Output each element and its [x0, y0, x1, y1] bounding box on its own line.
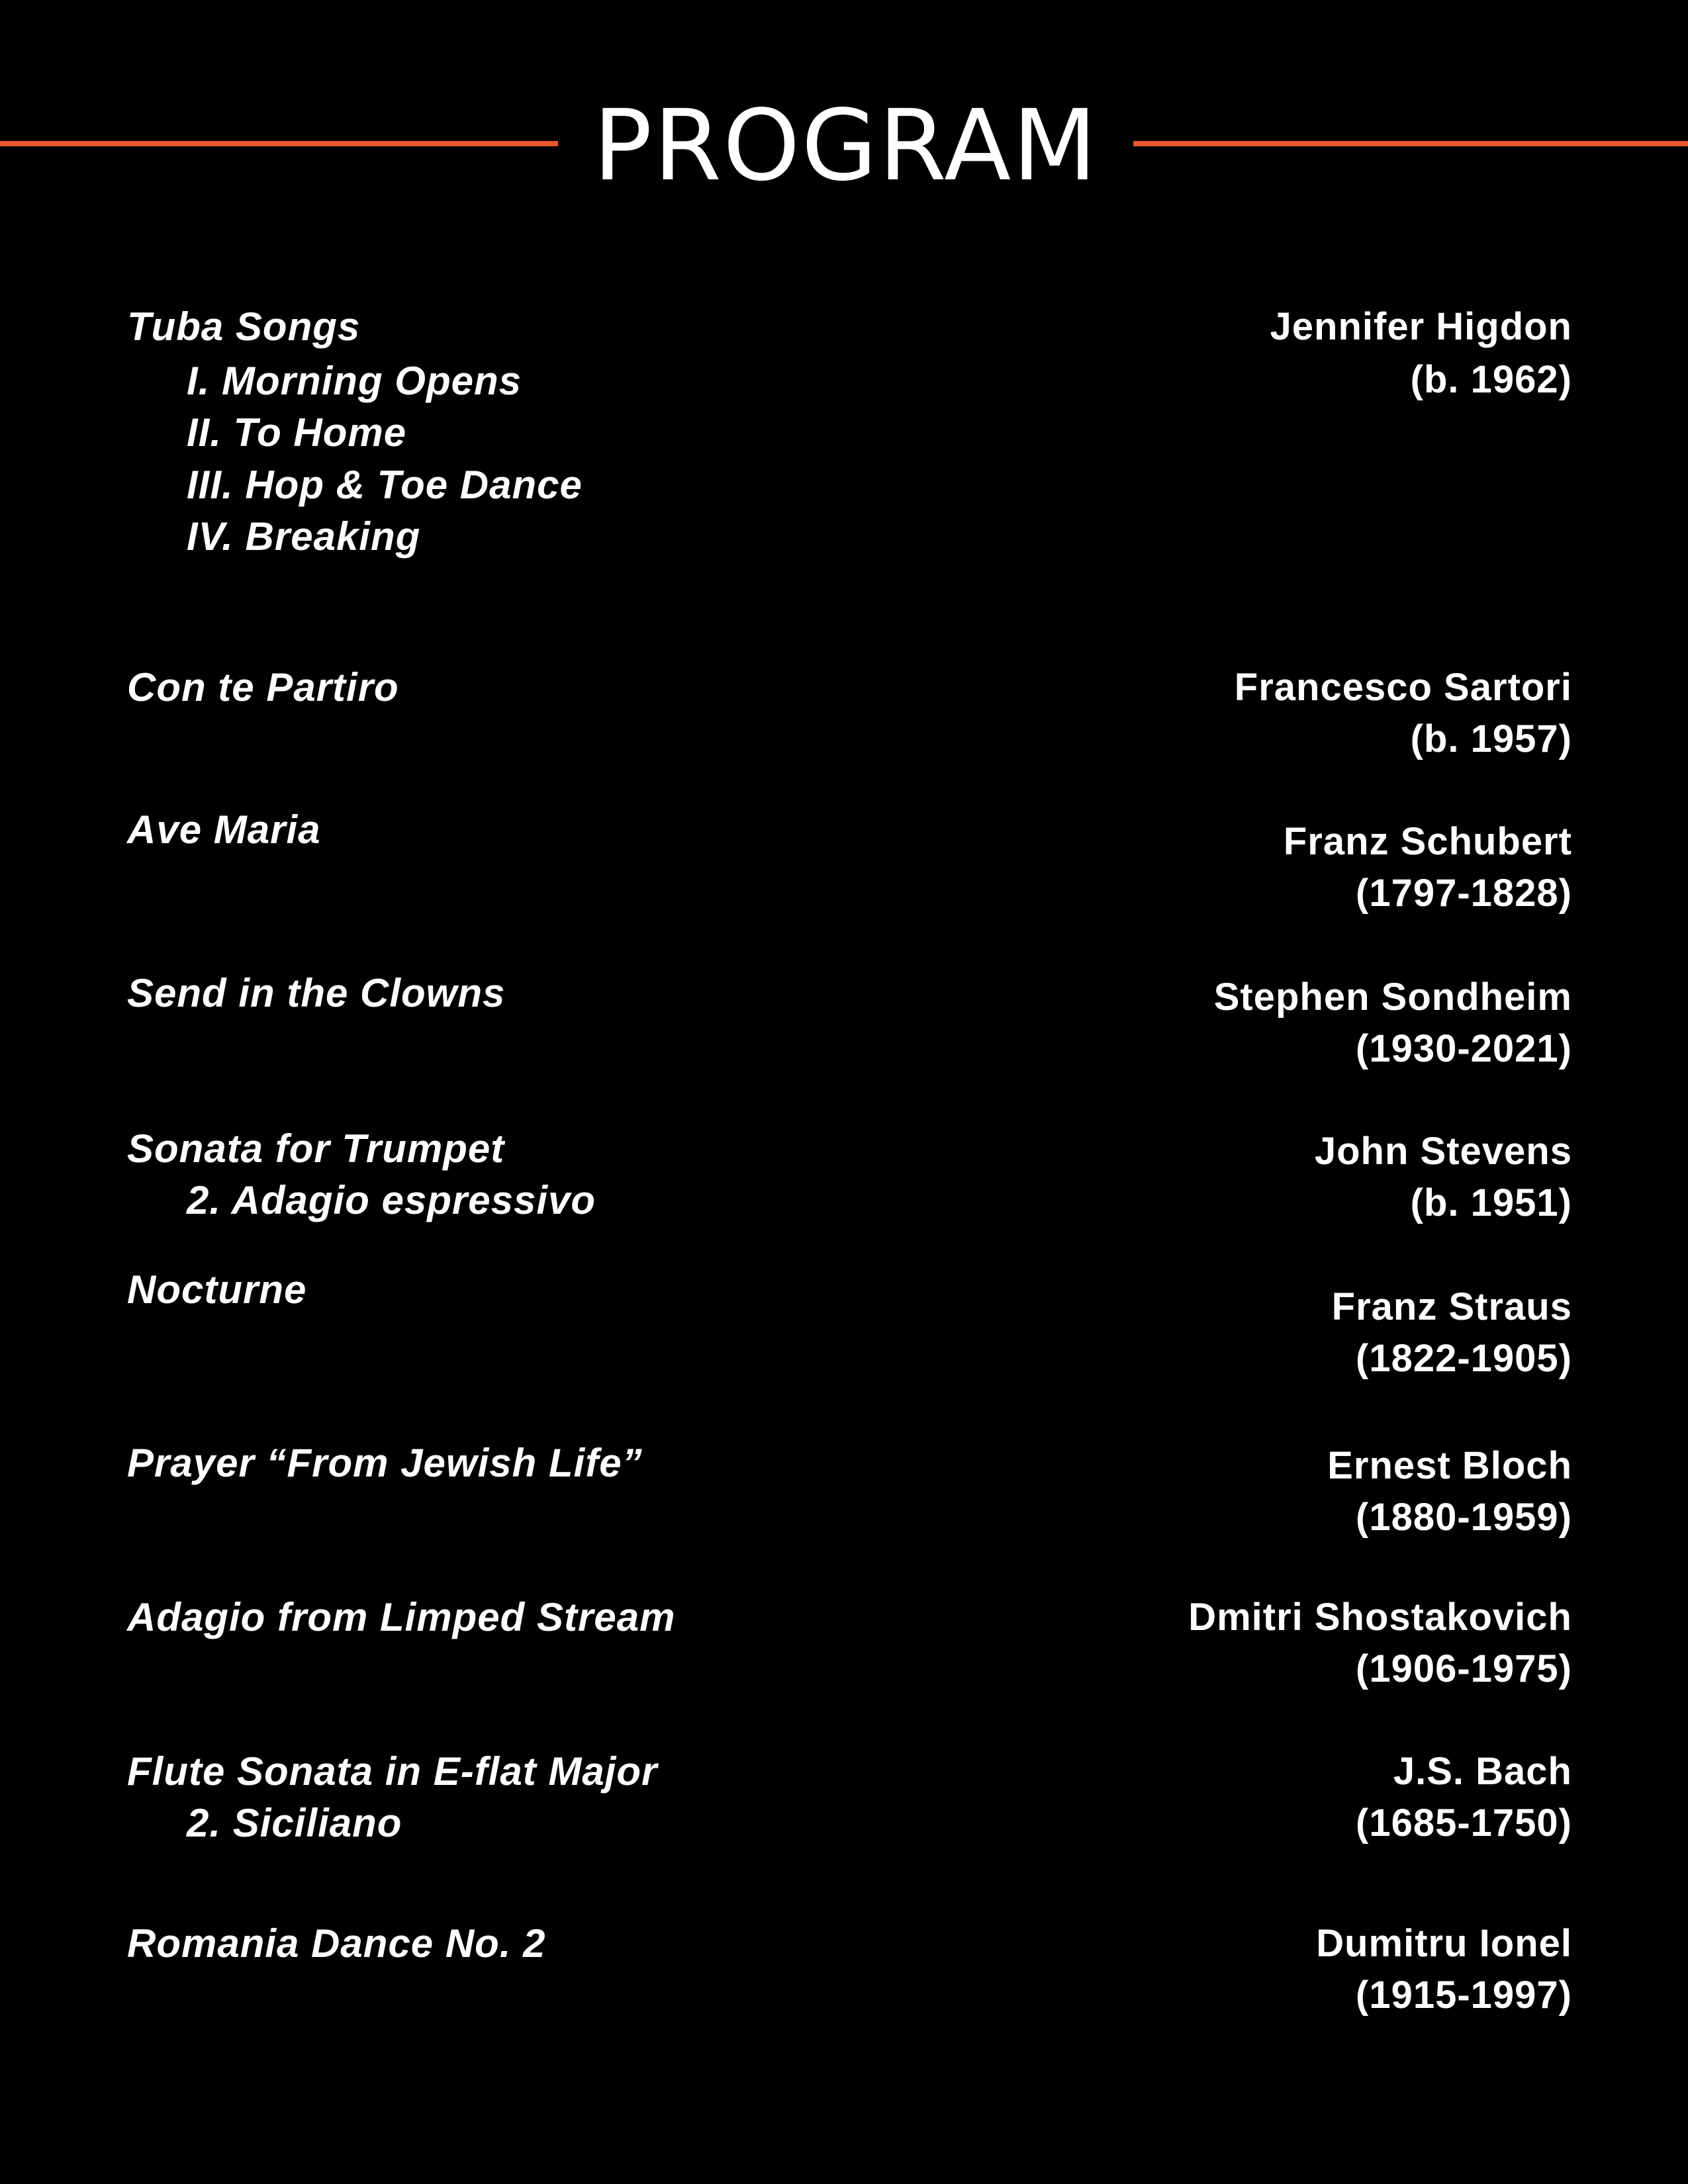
- composer-name: J.S. Bach: [1393, 1750, 1572, 1793]
- composer-dates: (1915-1997): [1356, 1974, 1572, 2017]
- composer-name: Franz Schubert: [1283, 820, 1572, 863]
- composer-dates: (1880-1959): [1356, 1496, 1572, 1539]
- composer-name: Francesco Sartori: [1234, 666, 1572, 709]
- work-title: Send in the Clowns: [127, 971, 506, 1015]
- movement: II. To Home: [187, 410, 407, 455]
- composer-dates: (1797-1828): [1356, 872, 1572, 915]
- movement: IV. Breaking: [187, 514, 421, 559]
- composer-name: Dumitru Ionel: [1316, 1922, 1572, 1965]
- composer-dates: (1906-1975): [1356, 1647, 1572, 1690]
- work-title: Sonata for Trumpet: [127, 1126, 505, 1171]
- composer-dates: (b. 1957): [1410, 717, 1572, 760]
- movement: I. Morning Opens: [187, 359, 522, 403]
- composer-name: Jennifer Higdon: [1270, 305, 1572, 348]
- composer-name: John Stevens: [1314, 1130, 1572, 1173]
- work-title: Flute Sonata in E-flat Major: [127, 1749, 658, 1794]
- work-title: Romania Dance No. 2: [127, 1921, 546, 1966]
- movement: 2. Siciliano: [187, 1801, 402, 1845]
- work-title: Nocturne: [127, 1267, 307, 1312]
- composer-dates: (1685-1750): [1356, 1801, 1572, 1844]
- composer-dates: (1930-2021): [1356, 1027, 1572, 1070]
- composer-name: Dmitri Shostakovich: [1188, 1596, 1572, 1639]
- header-rule-left: [0, 141, 558, 146]
- composer-name: Stephen Sondheim: [1213, 976, 1572, 1019]
- work-title: Con te Partiro: [127, 665, 399, 709]
- work-title: Prayer “From Jewish Life”: [127, 1441, 643, 1485]
- work-title: Adagio from Limped Stream: [127, 1595, 676, 1639]
- composer-name: Franz Straus: [1331, 1285, 1572, 1328]
- work-title: Tuba Songs: [127, 304, 361, 349]
- composer-name: Ernest Bloch: [1327, 1444, 1572, 1487]
- movement: III. Hop & Toe Dance: [187, 463, 583, 507]
- page-title: PROGRAM: [592, 89, 1099, 203]
- work-title: Ave Maria: [127, 807, 321, 852]
- composer-dates: (b. 1962): [1410, 358, 1572, 401]
- composer-dates: (b. 1951): [1410, 1181, 1572, 1224]
- composer-dates: (1822-1905): [1356, 1337, 1572, 1380]
- header-rule-right: [1133, 141, 1688, 146]
- movement: 2. Adagio espressivo: [187, 1178, 596, 1222]
